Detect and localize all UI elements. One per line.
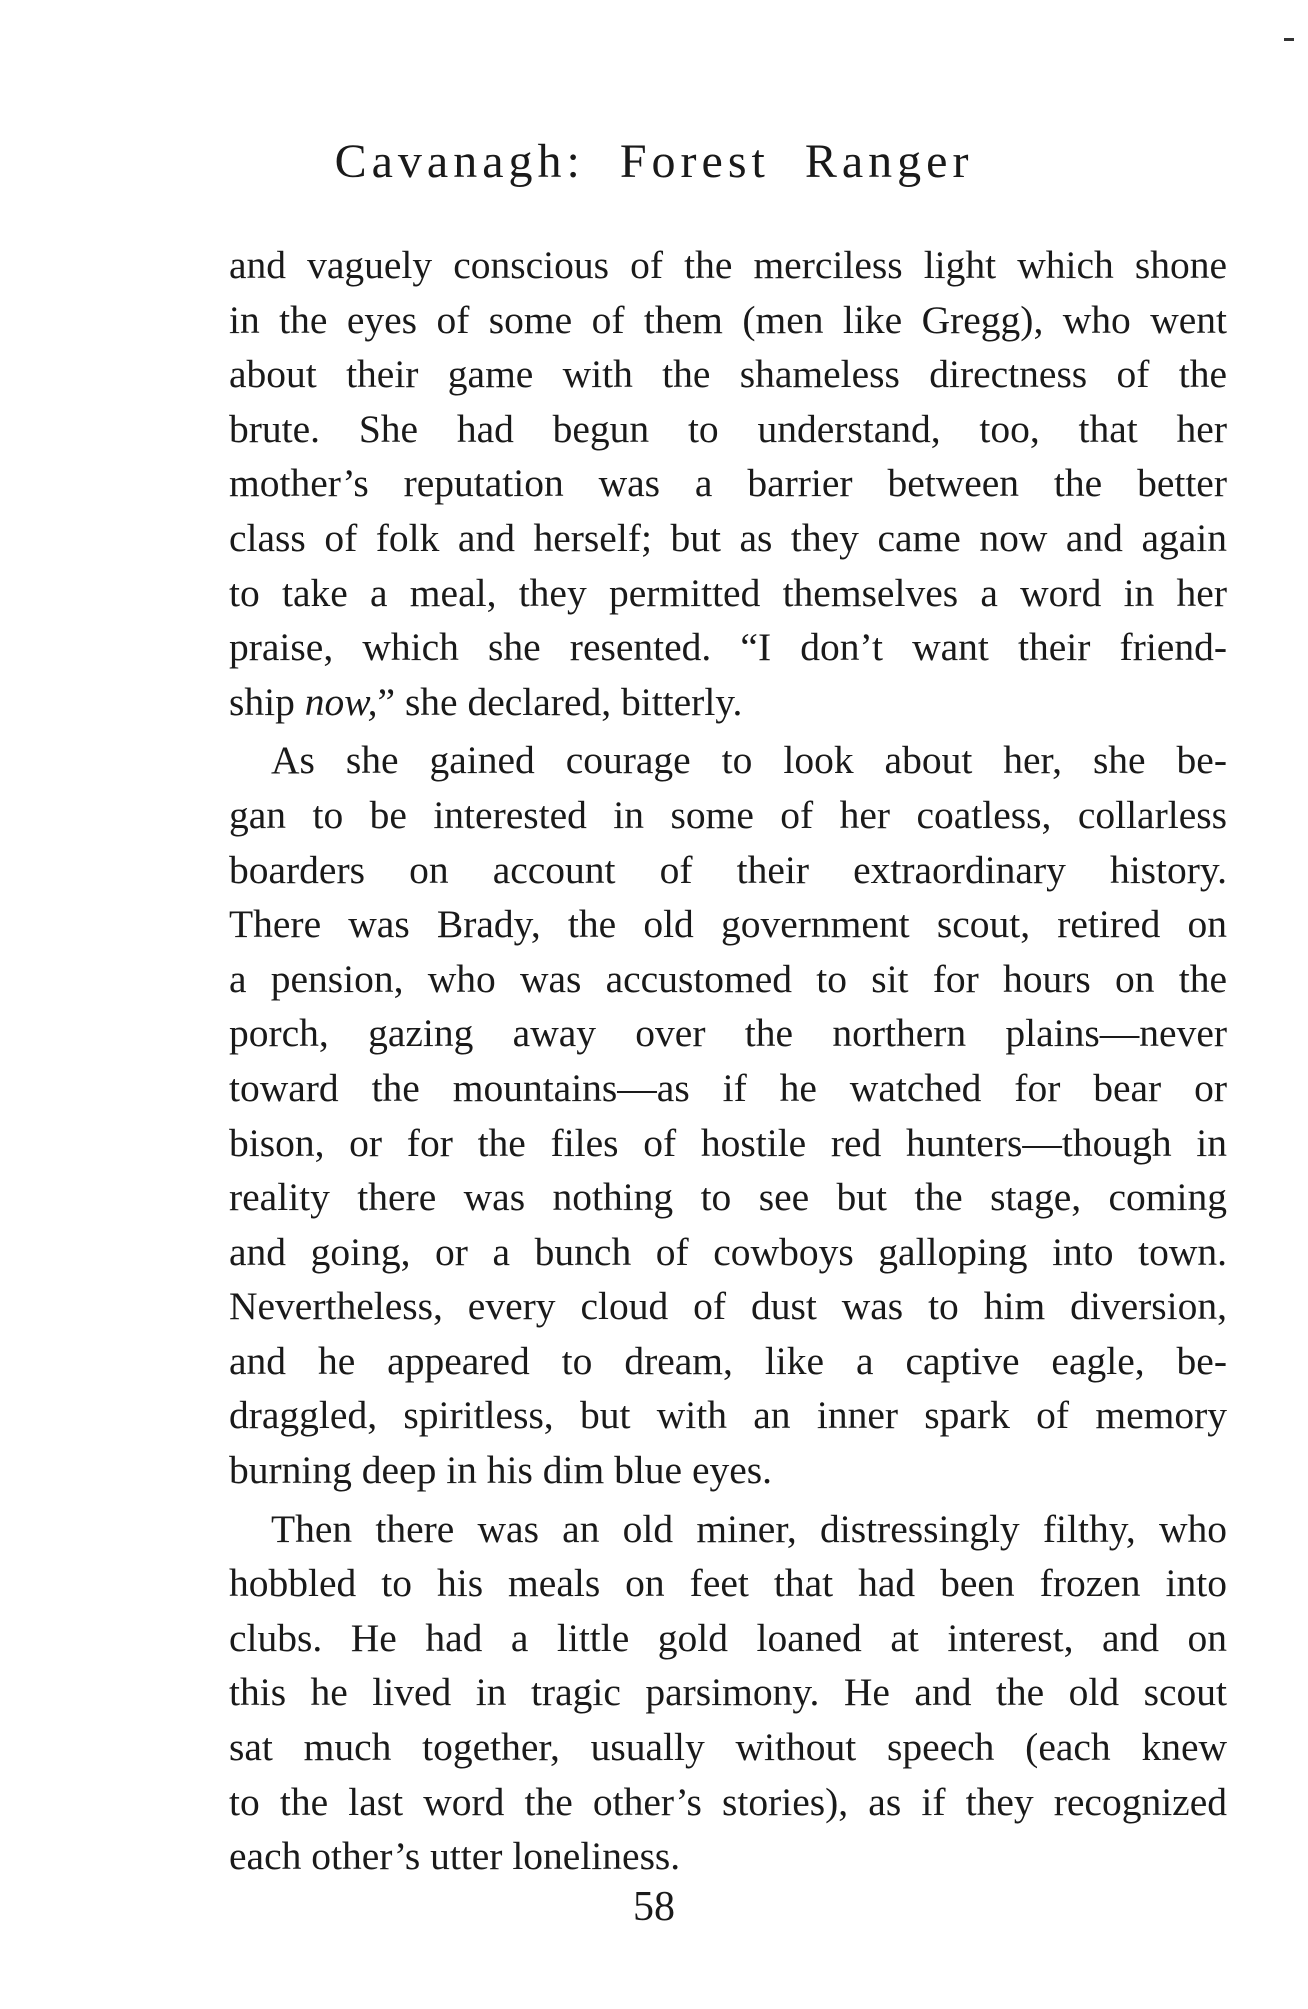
text-line: Nevertheless, every cloud of dust was to him diversion, [229,1284,1227,1329]
text-line: draggled, spiritless, but with an inner spark of memory [229,1393,1227,1438]
text-line: this he lived in tragic parsimony. He and the old scout [229,1670,1227,1715]
text-line: in the eyes of some of them (men like Gregg), who went [229,297,1227,342]
text-fragment: ” she declared, bitterly. [377,679,743,724]
text-line: porch, gazing away over the northern plains—never [229,1011,1227,1056]
text-line: burning deep in his dim blue eyes. [229,1448,773,1493]
text-line: and vaguely conscious of the merciless light which shone [229,243,1227,287]
text-line: a pension, who was accustomed to sit for hours on the [229,956,1227,1001]
text-line: about their game with the shameless directness of the [229,352,1227,397]
text-line: boarders on account of their extraordinary history. [229,847,1227,892]
text-line: and he appeared to dream, like a captive eagle, be- [229,1338,1227,1383]
scan-mark [1284,38,1294,41]
text-line: mother’s reputation was a barrier between the better [229,461,1227,506]
paragraph-1 [229,238,1227,729]
text-line: class of folk and herself; but as they came now and again [229,515,1227,560]
text-line: sat much together, usually without speech (each knew [229,1725,1227,1770]
text-line: each other’s utter loneliness. [229,1834,681,1879]
text-line: to take a meal, they permitted themselves a word in her [229,570,1227,615]
text-line: brute. She had begun to understand, too, that her [229,406,1227,451]
text-line: and going, or a bunch of cowboys galloping into town. [229,1229,1227,1274]
running-title: Cavanagh: Forest Ranger [334,135,974,188]
paragraph-2 [229,733,1227,1497]
paragraph-3 [229,1502,1227,1884]
text-line: reality there was nothing to see but the stage, coming [229,1175,1227,1220]
text-line: praise, which she resented. “I don’t want their friend- [229,625,1227,670]
text-line: gan to be interested in some of her coatless, collarless [229,792,1227,837]
text-line [229,675,1227,730]
text-fragment: ship [229,679,305,724]
text-line: Then there was an old miner, distressingly filthy, who [271,1506,1227,1551]
text-line: hobbled to his meals on feet that had been frozen into [229,1561,1227,1606]
text-line: There was Brady, the old government scout, retired on [229,902,1227,947]
body-text [229,238,1227,1884]
page-number: 58 [633,1884,675,1930]
text-line: As she gained courage to look about her, she be- [271,738,1227,783]
italic-word: now, [304,679,378,724]
text-line: clubs. He had a little gold loaned at interest, and on [229,1615,1227,1660]
text-line: to the last word the other’s stories), as if they recognized [229,1779,1227,1824]
text-line: bison, or for the files of hostile red hunters—though in [229,1120,1227,1165]
text-line: toward the mountains—as if he watched for bear or [229,1065,1227,1110]
